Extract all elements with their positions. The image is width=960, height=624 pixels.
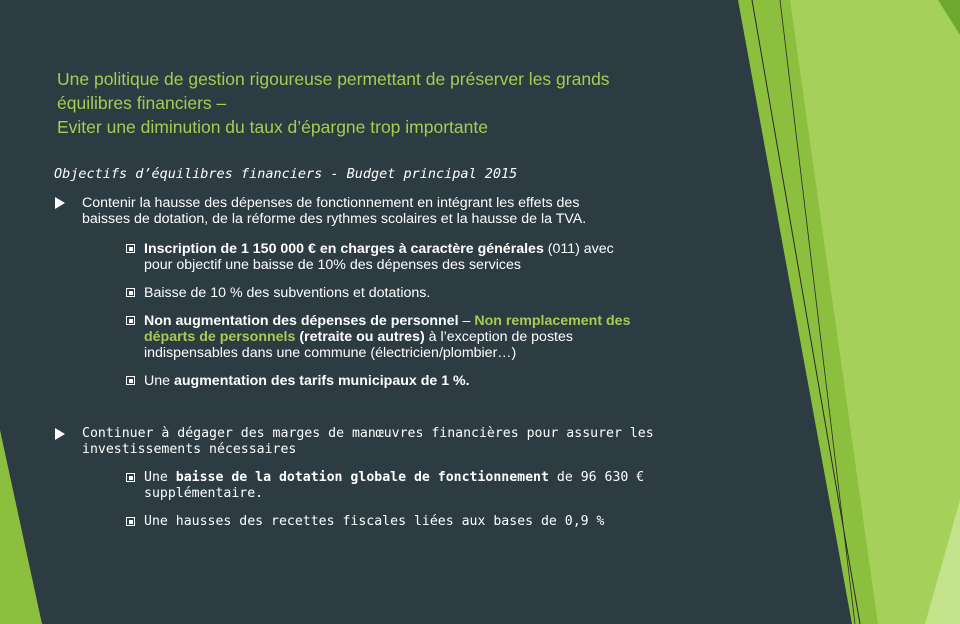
sub-4-pre: Une — [144, 373, 174, 389]
square-bullet-icon — [126, 288, 135, 297]
left-corner-shape — [0, 430, 42, 624]
sub-5-line-2: supplémentaire. — [144, 486, 264, 501]
sub-item-1 — [144, 241, 744, 273]
triangle-bullet-icon — [55, 197, 65, 209]
square-bullet-icon — [126, 376, 135, 385]
sub-6-text: Une hausses des recettes fiscales liées aux bases de 0,9 % — [144, 514, 605, 529]
sub-item-3 — [144, 313, 744, 361]
bullet-2-line-2: investissements nécessaires — [82, 442, 297, 457]
sub-3-rest: à l’exception de postes — [424, 329, 573, 345]
sub-item-4 — [144, 373, 744, 389]
sub-3-green-1: Non remplacement des — [474, 313, 631, 329]
sub-1-line-2: pour objectif une baisse de 10% des dépenses des services — [144, 257, 521, 273]
sub-5-rest: de 96 630 € — [548, 470, 645, 485]
sub-1-rest: (011) avec — [543, 241, 614, 257]
square-bullet-icon — [126, 517, 135, 526]
sub-2-text: Baisse de 10 % des subventions et dotations. — [144, 285, 431, 301]
bullet-2-text — [82, 426, 732, 458]
sub-5-bold: baisse de la dotation globale de fonctionnement — [175, 470, 549, 485]
slide-title — [57, 67, 737, 139]
title-line-2: équilibres financiers – — [57, 93, 227, 113]
sub-3-bold-1: Non augmentation des dépenses de personnel — [144, 313, 459, 329]
sub-item-2 — [144, 285, 744, 301]
bullet-2-line-1: Continuer à dégager des marges de manœuvres financières pour assurer les — [82, 426, 654, 441]
sub-3-bold-2: (retraite ou autres) — [295, 329, 425, 345]
bullet-1-text — [82, 195, 732, 227]
slide-subtitle: Objectifs d’équilibres financiers - Budget principal 2015 — [54, 166, 518, 182]
title-line-1: Une politique de gestion rigoureuse permettant de préserver les grands — [57, 69, 610, 89]
sub-3-green-2: départs de personnels — [144, 329, 296, 345]
sub-4-bold: augmentation des tarifs municipaux de 1 %. — [173, 373, 470, 389]
title-line-3: Eviter une diminution du taux d’épargne trop importante — [57, 117, 488, 137]
sub-5-pre: Une — [144, 470, 176, 485]
sub-1-bold: Inscription de 1 150 000 € en charges à caractère générales — [144, 241, 544, 257]
triangle-bullet-icon — [55, 428, 65, 440]
square-bullet-icon — [126, 244, 135, 253]
bullet-1-line-1: Contenir la hausse des dépenses de fonctionnement en intégrant les effets des — [82, 195, 580, 211]
sub-item-5 — [144, 470, 744, 502]
square-bullet-icon — [126, 316, 135, 325]
sub-3-line-3: indispensables dans une commune (électricien/plombier…) — [144, 345, 517, 361]
sub-item-6 — [144, 514, 744, 530]
square-bullet-icon — [126, 473, 135, 482]
sub-3-dash: – — [458, 313, 475, 329]
bullet-1-line-2: baisses de dotation, de la réforme des rythmes scolaires et la hausse de la TVA. — [82, 211, 587, 227]
